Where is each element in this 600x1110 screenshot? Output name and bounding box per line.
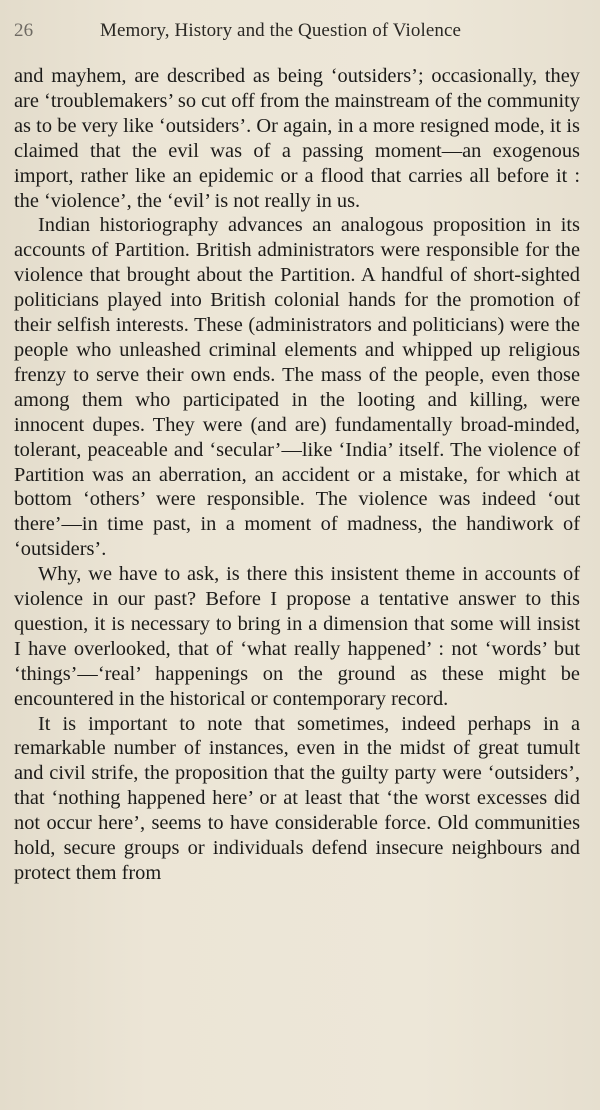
paragraph-important-to-note: It is important to note that sometimes, indeed perhaps in a remarkable number of instances, even in the midst of great tumult and civil strife, the proposition that the guilty party were ‘outsiders’, that ‘nothing happened here’ or at least that ‘the worst excesses did not occur here’, seems to have considerable force. Old communities hold, secure groups or individuals defend insecure neighbours and protect them from [14,712,580,884]
running-header [14,20,580,50]
body-text [14,64,580,886]
paragraph-indian-historiography: Indian historiography advances an analogous proposition in its accounts of Partition. British administrators were responsible for the violence that brought about the Partition. A handful of short-sighted politicians played into British colonial hands for the promotion of their selfish interests. These (administrators and politicians) were the people who unleashed criminal elements and whipped up religious frenzy to serve their own ends. The mass of the people, even those among them who participated in the looting and killing, were innocent dupes. They were (and are) fundamentally broad-minded, tolerant, peaceable and ‘secular’—like ‘India’ itself. The violence of Partition was an aberration, an accident or a mistake, for which at bottom ‘others’ were responsible. The violence was indeed ‘out there’—in time past, in a moment of madness, the handiwork of ‘outsiders’. [14,214,580,561]
page-number: 26 [14,20,34,41]
paragraph-continued: and mayhem, are described as being ‘outsiders’; occasionally, they are ‘troublemakers’ so cut off from the mainstream of the community as to be very like ‘outsiders’. Or again, in a more resigned mode, it is claimed that the evil was of a passing moment—an exogenous import, rather like an epidemic or a flood that carries all before it : the ‘violence’, the ‘evil’ is not really in us. [14,65,580,212]
paragraph-why-we-ask: Why, we have to ask, is there this insistent theme in accounts of violence in our past? Before I propose a tentative answer to this question, it is necessary to bring in a dimension that some will insist I have overlooked, that of ‘what really happened’ : not ‘words’ but ‘things’—‘real’ happenings on the ground as these might be encountered in the historical or contemporary record. [14,563,580,710]
running-title: Memory, History and the Question of Violence [100,20,462,41]
